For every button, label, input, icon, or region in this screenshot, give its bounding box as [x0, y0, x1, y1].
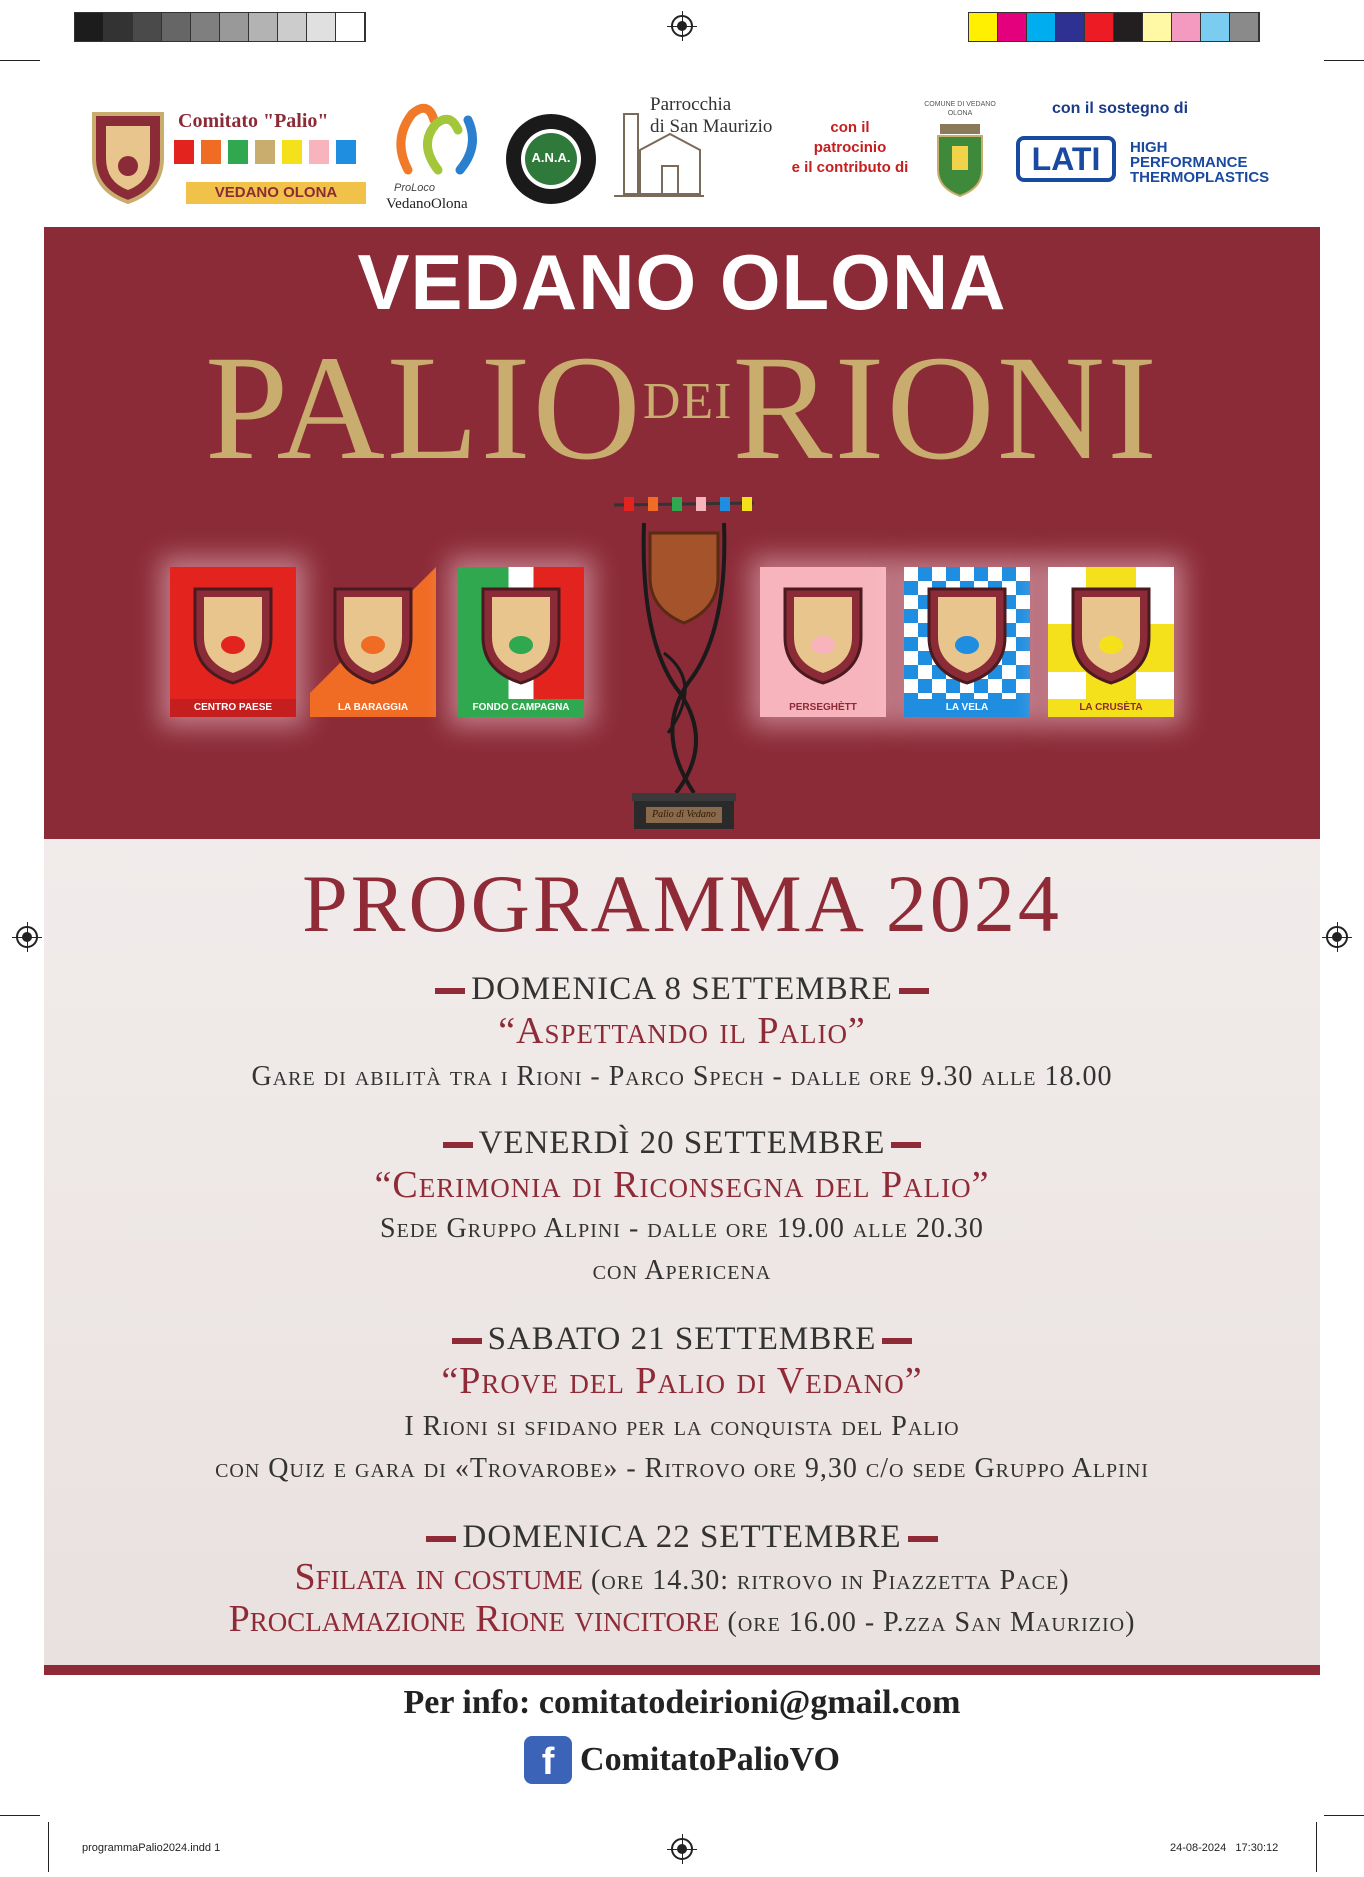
crop-mark — [1316, 1822, 1317, 1872]
logo-alpini — [504, 112, 598, 206]
registration-mark-icon — [671, 15, 693, 37]
event-line — [44, 1555, 1320, 1599]
program-title: PROGRAMMA 2024 — [302, 858, 1062, 949]
event-day — [44, 971, 1320, 1008]
patrocinio-line: e il contributo di — [791, 159, 909, 176]
sostegno-label: con il sostegno di — [1052, 100, 1189, 117]
facebook-line[interactable] — [0, 1736, 1364, 1784]
shield-icon — [782, 585, 864, 685]
patrocinio-line: con il — [830, 119, 870, 136]
color-swatch — [1230, 13, 1259, 41]
color-swatch — [1172, 13, 1201, 41]
event-name: “Aspettando il Palio” — [498, 1010, 866, 1052]
rione-label: LA CRUSÈTA — [1048, 699, 1174, 717]
grey-swatch — [249, 13, 278, 41]
rione-label: LA BARAGGIA — [337, 702, 409, 713]
contact-info: Per info: comitatodeirioni@gmail.com — [403, 1684, 961, 1721]
shield-icon — [926, 585, 1008, 685]
trophy — [584, 493, 784, 843]
rione-label: PERSEGHÈTT — [789, 702, 857, 713]
alpini-center-text: A.N.A. — [531, 150, 571, 165]
grey-swatch — [75, 13, 104, 41]
color-swatch — [998, 13, 1027, 41]
crop-mark — [0, 1815, 40, 1816]
patrocinio-line: patrocinio — [813, 139, 887, 156]
color-swatch — [969, 13, 998, 41]
rioni-word: RIONI — [732, 325, 1160, 491]
event-details: Gare di abilità tra i Rioni - Parco Spech - dalle ore 9.30 alle 18.00 — [251, 1061, 1113, 1092]
proloco-swirl-icon — [388, 100, 484, 180]
comitato-title: Comitato "Palio" — [178, 110, 329, 132]
shield-icon — [192, 585, 274, 685]
event-day — [44, 1519, 1320, 1556]
facebook-handle[interactable]: ComitatoPalioVO — [580, 1741, 840, 1778]
event-day-text: DOMENICA 8 SETTEMBRE — [471, 971, 893, 1007]
process-color-bar — [968, 12, 1260, 42]
logo-comitato-palio — [90, 108, 370, 208]
event-day — [44, 1125, 1320, 1162]
divider-bar — [44, 1665, 1320, 1675]
event-note: (ore 14.30: ritrovo in Piazzetta Pace) — [582, 1565, 1070, 1596]
lati-tagline: PERFORMANCE — [1130, 154, 1248, 171]
proloco-town: VedanoOlona — [386, 196, 468, 212]
color-swatch — [1027, 13, 1056, 41]
parrocchia-line2: di San Maurizio — [650, 116, 773, 137]
rione-la-baraggia — [310, 567, 436, 717]
grey-swatch — [220, 13, 249, 41]
rione-fondo-campagna — [458, 567, 584, 717]
grey-swatch — [191, 13, 220, 41]
event-name: Sfilata in costume — [294, 1556, 583, 1598]
registration-mark-icon — [671, 1838, 693, 1860]
event-details: I Rioni si sfidano per la conquista del Palio — [404, 1411, 960, 1442]
registration-mark-icon — [16, 926, 38, 948]
comune-crest-icon — [930, 122, 990, 202]
grey-color-bar — [74, 12, 366, 42]
color-swatch — [1143, 13, 1172, 41]
parrocchia-line1: Parrocchia — [650, 94, 732, 115]
patrocinio-text — [770, 118, 930, 178]
rione-label: LA VELA — [904, 699, 1030, 717]
shield-icon — [90, 108, 166, 204]
lati-tagline: THERMOPLASTICS — [1130, 169, 1270, 186]
event-day-text: SABATO 21 SETTEMBRE — [487, 1321, 877, 1357]
color-swatch — [1201, 13, 1230, 41]
color-swatch — [1114, 13, 1143, 41]
town-title: VEDANO OLONA — [357, 238, 1007, 326]
palio-title — [44, 325, 1320, 491]
event-details: con Quiz e gara di «Trovarobe» - Ritrovo ore 9,30 c/o sede Gruppo Alpini — [215, 1453, 1149, 1484]
rione-la-cruseta — [1048, 567, 1174, 717]
dei-word: DEI — [642, 373, 733, 430]
grey-swatch — [278, 13, 307, 41]
event-name: “Prove del Palio di Vedano” — [441, 1360, 923, 1402]
trophy-icon — [584, 493, 784, 843]
comitato-mini-shields — [174, 140, 356, 164]
crop-mark — [1324, 60, 1364, 61]
facebook-icon: f — [524, 1736, 572, 1784]
shield-icon — [332, 585, 414, 685]
grey-swatch — [336, 13, 365, 41]
hero-banner — [44, 227, 1320, 839]
lati-tagline: HIGH — [1130, 139, 1168, 156]
date-slug: 24-08-2024 17:30:12 — [1170, 1842, 1279, 1854]
logo-lati — [1014, 100, 1284, 194]
trophy-plate: Palio di Vedano — [646, 807, 722, 823]
event-day-text: DOMENICA 22 SETTEMBRE — [462, 1519, 902, 1555]
event-day — [44, 1321, 1320, 1358]
shield-icon — [480, 585, 562, 685]
grey-swatch — [162, 13, 191, 41]
event-day-text: VENERDÌ 20 SETTEMBRE — [478, 1125, 886, 1161]
crop-mark — [48, 1822, 49, 1872]
event-name: Proclamazione Rione vincitore — [228, 1598, 720, 1640]
comune-label: COMUNE DI VEDANO OLONA — [924, 101, 996, 117]
event-name: “Cerimonia di Riconsegna del Palio” — [374, 1164, 990, 1206]
event-details: Sede Gruppo Alpini - dalle ore 19.00 alle 20.30 — [380, 1213, 984, 1244]
registration-mark-icon — [1326, 926, 1348, 948]
event-note: (ore 16.00 - P.zza San Maurizio) — [719, 1607, 1136, 1638]
logo-comune — [924, 100, 996, 210]
rione-centro-paese — [170, 567, 296, 717]
logo-proloco — [384, 100, 488, 212]
shield-icon — [1070, 585, 1152, 685]
comitato-subtitle: VEDANO OLONA — [186, 182, 366, 204]
grey-swatch — [307, 13, 336, 41]
proloco-label: ProLoco — [394, 182, 435, 194]
event-line — [44, 1597, 1320, 1641]
grey-swatch — [104, 13, 133, 41]
lati-mark: LATI — [1016, 136, 1116, 182]
rione-la-vela — [904, 567, 1030, 717]
crop-mark — [1324, 1815, 1364, 1816]
color-swatch — [1056, 13, 1085, 41]
logo-parrocchia — [612, 94, 782, 218]
rione-label: FONDO CAMPAGNA — [458, 699, 584, 717]
grey-swatch — [133, 13, 162, 41]
palio-word: PALIO — [204, 325, 643, 491]
event-details: con Apericena — [592, 1255, 772, 1286]
crop-mark — [0, 60, 40, 61]
file-slug: programmaPalio2024.indd 1 — [82, 1842, 221, 1854]
program-section — [44, 839, 1320, 1665]
rione-label: CENTRO PAESE — [170, 699, 296, 717]
color-swatch — [1085, 13, 1114, 41]
